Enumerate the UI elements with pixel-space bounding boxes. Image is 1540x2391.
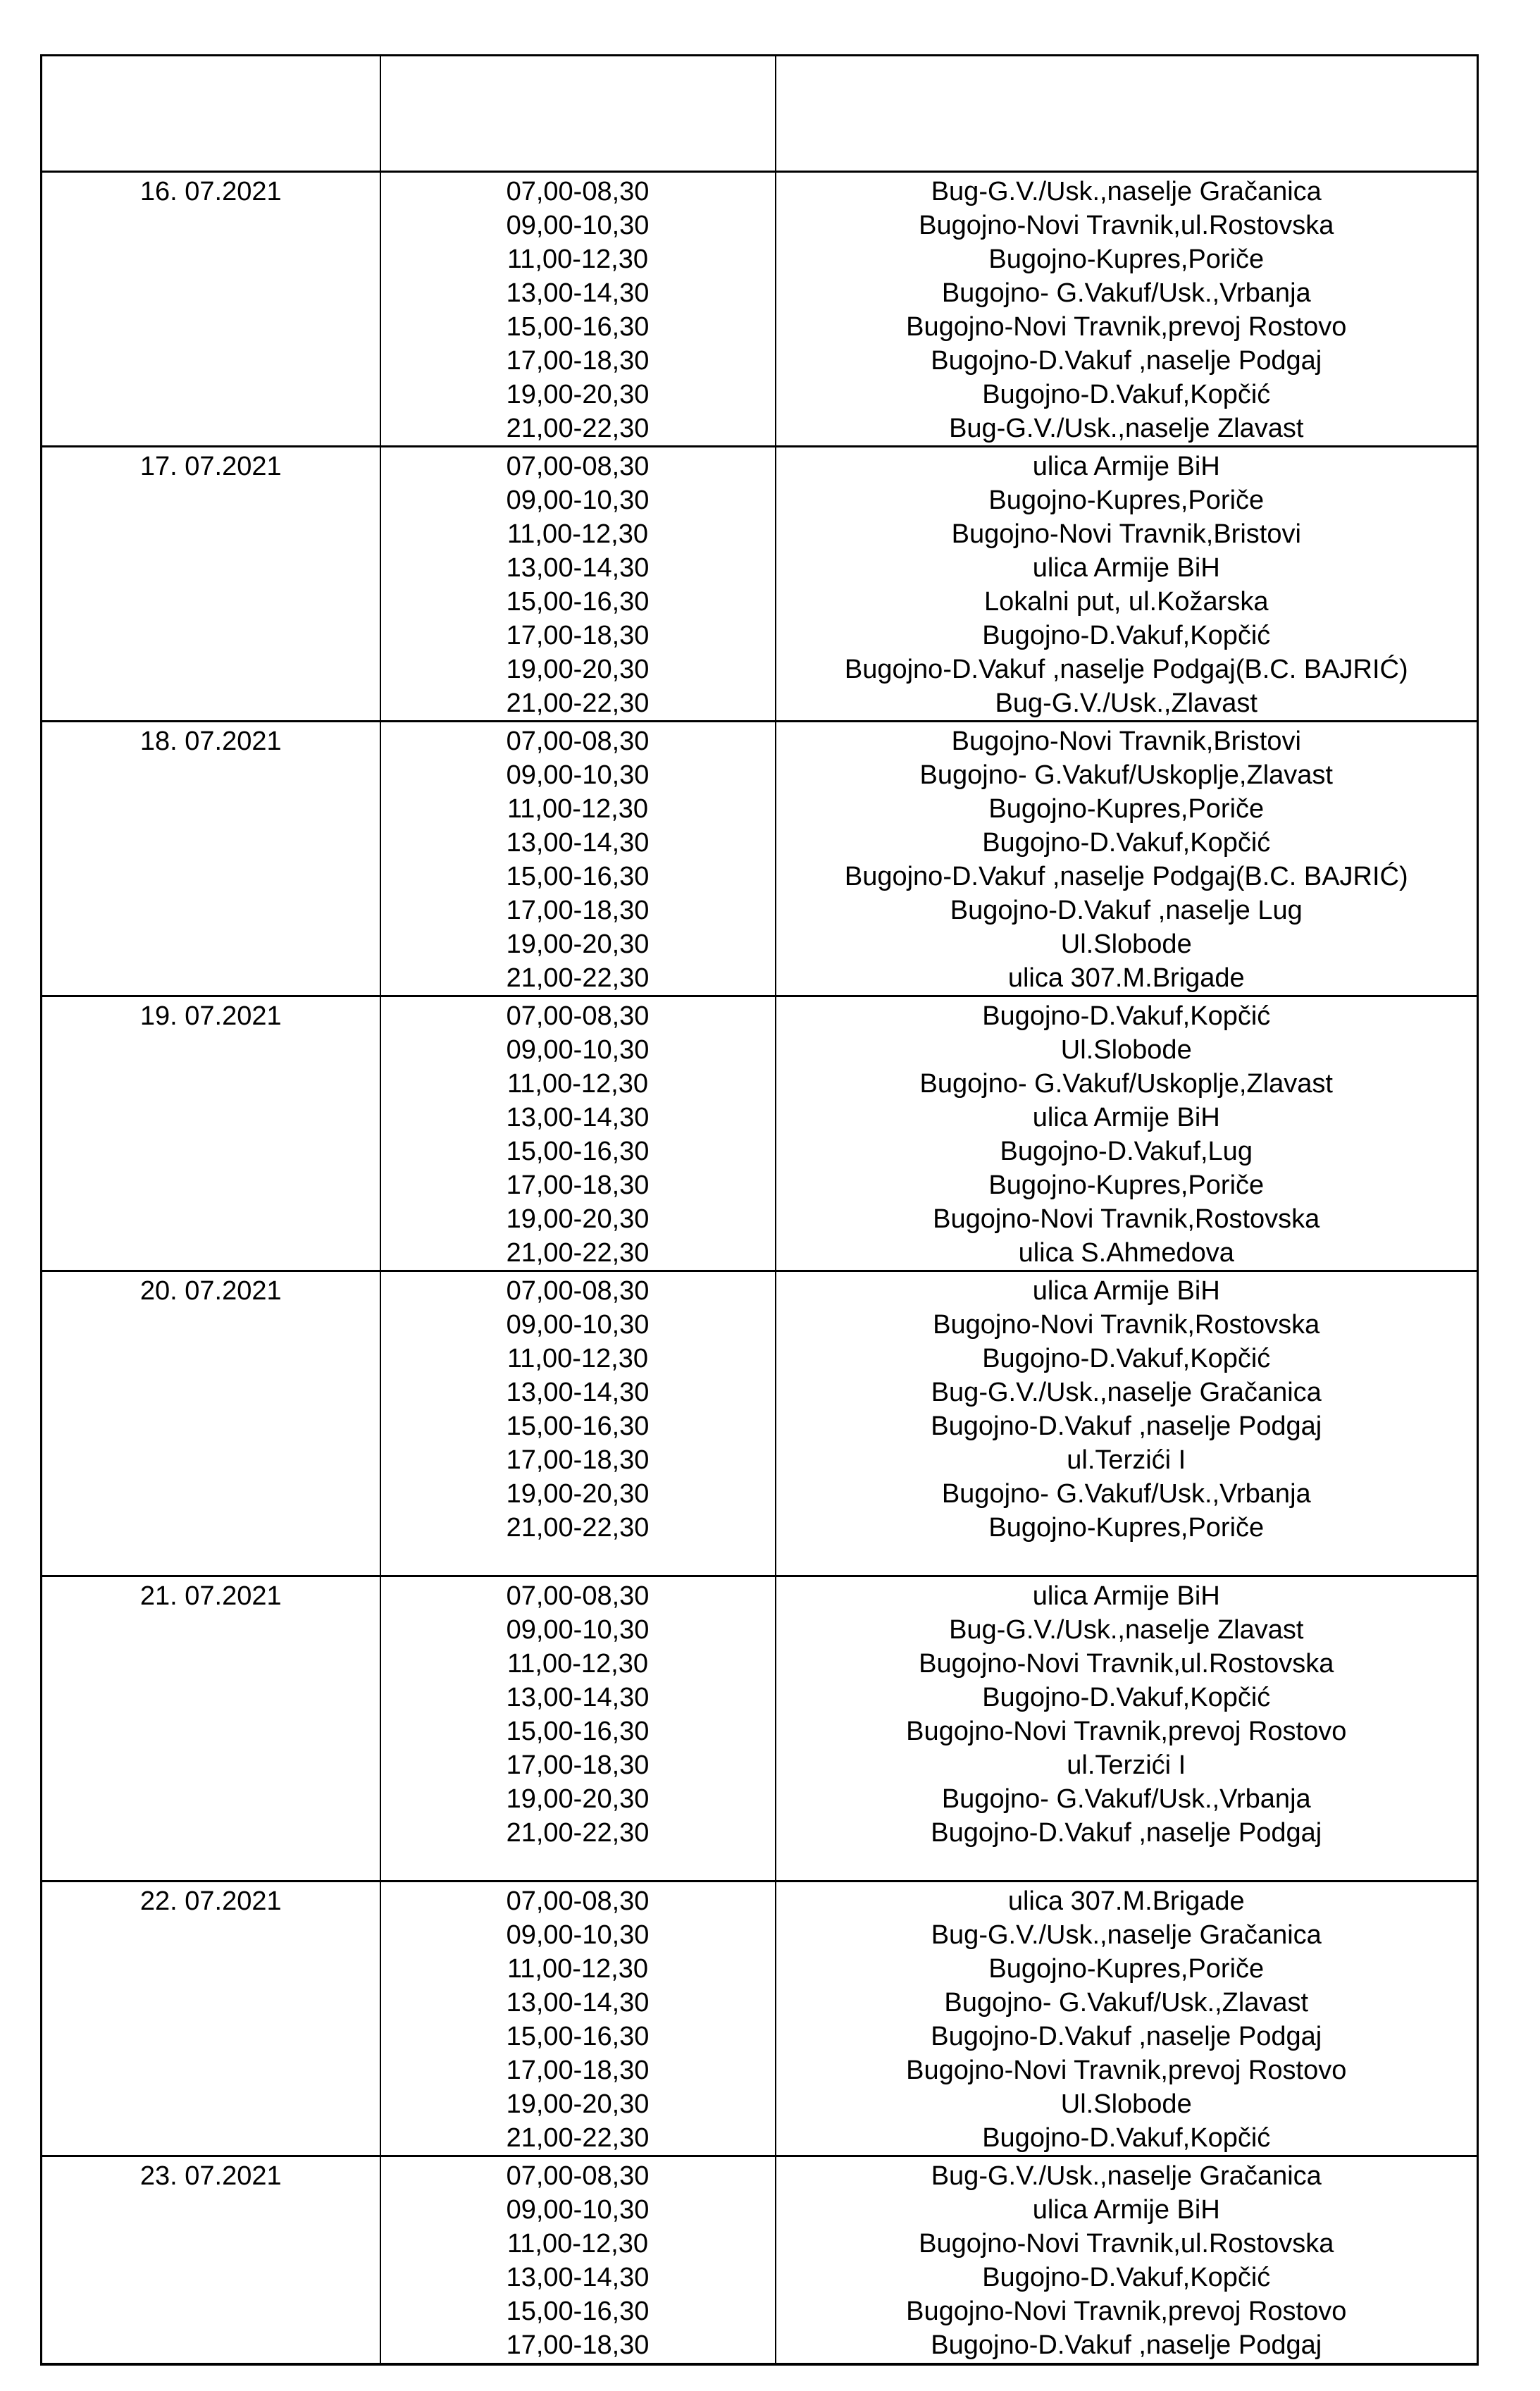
location: Bugojno-D.Vakuf ,naselje Lug [950, 896, 1303, 925]
time-range: 07,00-08,30 [506, 177, 650, 206]
location: Bug-G.V./Usk.,naselje Zlavast [949, 1615, 1304, 1645]
time-range: 21,00-22,30 [506, 414, 650, 443]
times-cell [380, 1576, 776, 1882]
time-range: 07,00-08,30 [506, 452, 650, 481]
locations-cell [776, 1576, 1478, 1882]
location: Bugojno-Novi Travnik,prevoj Rostovo [906, 2297, 1347, 2326]
time-range: 11,00-12,30 [507, 1069, 649, 1099]
location: ulica Armije BiH [1032, 1581, 1220, 1611]
day-row [42, 1271, 1478, 1576]
time-range: 11,00-12,30 [507, 1649, 649, 1679]
date-label: 20. 07.2021 [139, 1276, 282, 1306]
location: Bugojno-Kupres,Poriče [988, 794, 1265, 824]
time-range: 21,00-22,30 [506, 688, 650, 718]
time-range: 11,00-12,30 [507, 794, 649, 824]
time-range: 15,00-16,30 [506, 2022, 650, 2051]
time-range: 11,00-12,30 [507, 2229, 649, 2259]
time-range: 09,00-10,30 [506, 486, 650, 515]
time-range: 11,00-12,30 [507, 519, 649, 549]
time-range: 17,00-18,30 [506, 2056, 650, 2085]
location: Bugojno-D.Vakuf,Kopčić [982, 1344, 1271, 1373]
times-cell [380, 722, 776, 996]
location: Bug-G.V./Usk.,Zlavast [995, 688, 1258, 718]
time-range: 13,00-14,30 [506, 553, 650, 583]
time-range: 17,00-18,30 [506, 1170, 650, 1200]
locations-cell [776, 1271, 1478, 1576]
times-cell [380, 996, 776, 1271]
time-range: 21,00-22,30 [506, 963, 650, 993]
location: Bugojno-Novi Travnik,Rostovska [933, 1310, 1320, 1340]
time-range: 19,00-20,30 [506, 1479, 650, 1509]
time-range: 19,00-20,30 [506, 655, 650, 684]
location: Bug-G.V./Usk.,naselje Gračanica [931, 1378, 1322, 1407]
time-range: 07,00-08,30 [506, 2161, 650, 2191]
time-range: 13,00-14,30 [506, 828, 650, 858]
location: Bugojno-D.Vakuf,Kopčić [982, 1683, 1271, 1712]
location: Bugojno-Novi Travnik,ul.Rostovska [919, 1649, 1334, 1679]
day-row [42, 996, 1478, 1271]
time-range: 11,00-12,30 [507, 245, 649, 274]
location: ulica S.Ahmedova [1018, 1238, 1234, 1268]
times-cell [380, 1271, 776, 1576]
time-range: 09,00-10,30 [506, 1920, 650, 1950]
location: Bugojno-Kupres,Poriče [988, 1513, 1265, 1543]
date-cell [42, 1271, 380, 1576]
location: ulica 307.M.Brigade [1007, 963, 1245, 993]
day-row [42, 172, 1478, 447]
time-range: 15,00-16,30 [506, 587, 650, 617]
header-cell-location [776, 56, 1478, 172]
header-cell-time [380, 56, 776, 172]
location: Bugojno-Novi Travnik,prevoj Rostovo [906, 1717, 1347, 1746]
time-range: 09,00-10,30 [506, 211, 650, 240]
date-label: 22. 07.2021 [139, 1886, 282, 1916]
location: Bugojno-Novi Travnik,Bristovi [951, 519, 1301, 549]
location: Bugojno-D.Vakuf,Lug [1000, 1137, 1253, 1166]
location: Bugojno-D.Vakuf ,naselje Podgaj(B.C. BAJRIĆ) [844, 862, 1408, 891]
location: Bugojno- G.Vakuf/Uskoplje,Zlavast [919, 1069, 1333, 1099]
location: Bugojno-D.Vakuf,Kopčić [982, 2123, 1271, 2153]
header-row [42, 56, 1478, 172]
location: Bugojno-D.Vakuf,Kopčić [982, 828, 1271, 858]
date-cell [42, 1576, 380, 1882]
time-range: 13,00-14,30 [506, 1683, 650, 1712]
location: ulica Armije BiH [1032, 553, 1220, 583]
location: Bugojno-D.Vakuf ,naselje Podgaj [931, 1411, 1322, 1441]
location: Ul.Slobode [1060, 1035, 1192, 1065]
date-cell [42, 1882, 380, 2156]
time-range: 21,00-22,30 [506, 1238, 650, 1268]
location: Bugojno-D.Vakuf,Kopčić [982, 621, 1271, 650]
location: ulica Armije BiH [1032, 2195, 1220, 2225]
location: Bugojno-Novi Travnik,prevoj Rostovo [906, 2056, 1347, 2085]
time-range: 17,00-18,30 [506, 1750, 650, 1780]
location: ul.Terzići I [1067, 1445, 1186, 1475]
time-range: 21,00-22,30 [506, 1818, 650, 1848]
location: Bugojno-Kupres,Poriče [988, 1170, 1265, 1200]
time-range: 21,00-22,30 [506, 2123, 650, 2153]
locations-cell [776, 172, 1478, 447]
locations-cell [776, 1882, 1478, 2156]
header-cell-date [42, 56, 380, 172]
time-range: 13,00-14,30 [506, 278, 650, 308]
time-range: 07,00-08,30 [506, 1886, 650, 1916]
location: Bugojno-Kupres,Poriče [988, 486, 1265, 515]
location: ulica Armije BiH [1032, 1276, 1220, 1306]
time-range: 09,00-10,30 [506, 760, 650, 790]
schedule-body [42, 172, 1478, 2364]
day-row [42, 1576, 1478, 1882]
time-range: 09,00-10,30 [506, 1035, 650, 1065]
time-range: 17,00-18,30 [506, 896, 650, 925]
date-label: 17. 07.2021 [139, 452, 282, 481]
location: Bugojno- G.Vakuf/Usk.,Vrbanja [941, 278, 1311, 308]
location: Bugojno-D.Vakuf ,naselje Podgaj [931, 346, 1322, 376]
locations-cell [776, 996, 1478, 1271]
location: Bug-G.V./Usk.,naselje Gračanica [931, 177, 1322, 206]
time-range: 19,00-20,30 [506, 929, 650, 959]
date-label: 21. 07.2021 [139, 1581, 282, 1611]
location: Bugojno-Novi Travnik,ul.Rostovska [919, 211, 1334, 240]
location: Bugojno-Novi Travnik,Rostovska [933, 1204, 1320, 1234]
locations-cell [776, 722, 1478, 996]
location: ul.Terzići I [1067, 1750, 1186, 1780]
date-cell [42, 996, 380, 1271]
location: Bugojno-Kupres,Poriče [988, 1954, 1265, 1984]
date-cell [42, 447, 380, 722]
time-range: 13,00-14,30 [506, 1378, 650, 1407]
time-range: 13,00-14,30 [506, 1103, 650, 1132]
day-row [42, 1882, 1478, 2156]
outage-schedule-table [40, 54, 1479, 2366]
time-range: 09,00-10,30 [506, 2195, 650, 2225]
date-cell [42, 2156, 380, 2364]
time-range: 07,00-08,30 [506, 1581, 650, 1611]
times-cell [380, 172, 776, 447]
times-cell [380, 2156, 776, 2364]
location: Bug-G.V./Usk.,naselje Gračanica [931, 2161, 1322, 2191]
location: Bugojno-Novi Travnik,ul.Rostovska [919, 2229, 1334, 2259]
time-range: 07,00-08,30 [506, 1276, 650, 1306]
time-range: 19,00-20,30 [506, 1204, 650, 1234]
location: Bugojno-Novi Travnik,prevoj Rostovo [906, 312, 1347, 342]
date-label: 23. 07.2021 [139, 2161, 282, 2191]
location: Bugojno- G.Vakuf/Usk.,Zlavast [944, 1988, 1309, 2018]
location: Bugojno-Novi Travnik,Bristovi [951, 727, 1301, 756]
times-cell [380, 447, 776, 722]
time-range: 09,00-10,30 [506, 1615, 650, 1645]
time-range: 19,00-20,30 [506, 380, 650, 409]
time-range: 15,00-16,30 [506, 2297, 650, 2326]
location: Bugojno- G.Vakuf/Usk.,Vrbanja [941, 1479, 1311, 1509]
location: Ul.Slobode [1060, 929, 1192, 959]
location: Bugojno-D.Vakuf,Kopčić [982, 1001, 1271, 1031]
time-range: 17,00-18,30 [506, 1445, 650, 1475]
time-range: 17,00-18,30 [506, 346, 650, 376]
day-row [42, 447, 1478, 722]
location: Ul.Slobode [1060, 2089, 1192, 2119]
time-range: 19,00-20,30 [506, 1784, 650, 1814]
location: ulica Armije BiH [1032, 1103, 1220, 1132]
times-cell [380, 1882, 776, 2156]
time-range: 13,00-14,30 [506, 2263, 650, 2292]
date-label: 18. 07.2021 [139, 727, 282, 756]
time-range: 13,00-14,30 [506, 1988, 650, 2018]
locations-cell [776, 2156, 1478, 2364]
time-range: 15,00-16,30 [506, 1717, 650, 1746]
location: Bugojno- G.Vakuf/Usk.,Vrbanja [941, 1784, 1311, 1814]
day-row [42, 2156, 1478, 2364]
day-row [42, 722, 1478, 996]
time-range: 19,00-20,30 [506, 2089, 650, 2119]
time-range: 15,00-16,30 [506, 862, 650, 891]
location: Bugojno-D.Vakuf ,naselje Podgaj [931, 2022, 1322, 2051]
location: Bugojno-Kupres,Poriče [988, 245, 1265, 274]
location: Bugojno-D.Vakuf ,naselje Podgaj [931, 2330, 1322, 2360]
date-label: 16. 07.2021 [139, 177, 282, 206]
time-range: 15,00-16,30 [506, 1411, 650, 1441]
date-label: 19. 07.2021 [139, 1001, 282, 1031]
date-cell [42, 722, 380, 996]
time-range: 15,00-16,30 [506, 312, 650, 342]
location: Bugojno-D.Vakuf ,naselje Podgaj(B.C. BAJRIĆ) [844, 655, 1408, 684]
time-range: 11,00-12,30 [507, 1954, 649, 1984]
location: ulica 307.M.Brigade [1007, 1886, 1245, 1916]
time-range: 15,00-16,30 [506, 1137, 650, 1166]
location: Bugojno-D.Vakuf,Kopčić [982, 2263, 1271, 2292]
location: Lokalni put, ul.Kožarska [984, 587, 1269, 617]
location: Bugojno- G.Vakuf/Uskoplje,Zlavast [919, 760, 1333, 790]
location: Bugojno-D.Vakuf ,naselje Podgaj [931, 1818, 1322, 1848]
time-range: 09,00-10,30 [506, 1310, 650, 1340]
time-range: 07,00-08,30 [506, 727, 650, 756]
time-range: 11,00-12,30 [507, 1344, 649, 1373]
location: Bugojno-D.Vakuf,Kopčić [982, 380, 1271, 409]
date-cell [42, 172, 380, 447]
time-range: 07,00-08,30 [506, 1001, 650, 1031]
location: Bug-G.V./Usk.,naselje Gračanica [931, 1920, 1322, 1950]
time-range: 21,00-22,30 [506, 1513, 650, 1543]
locations-cell [776, 447, 1478, 722]
time-range: 17,00-18,30 [506, 2330, 650, 2360]
location: ulica Armije BiH [1032, 452, 1220, 481]
time-range: 17,00-18,30 [506, 621, 650, 650]
location: Bug-G.V./Usk.,naselje Zlavast [949, 414, 1304, 443]
